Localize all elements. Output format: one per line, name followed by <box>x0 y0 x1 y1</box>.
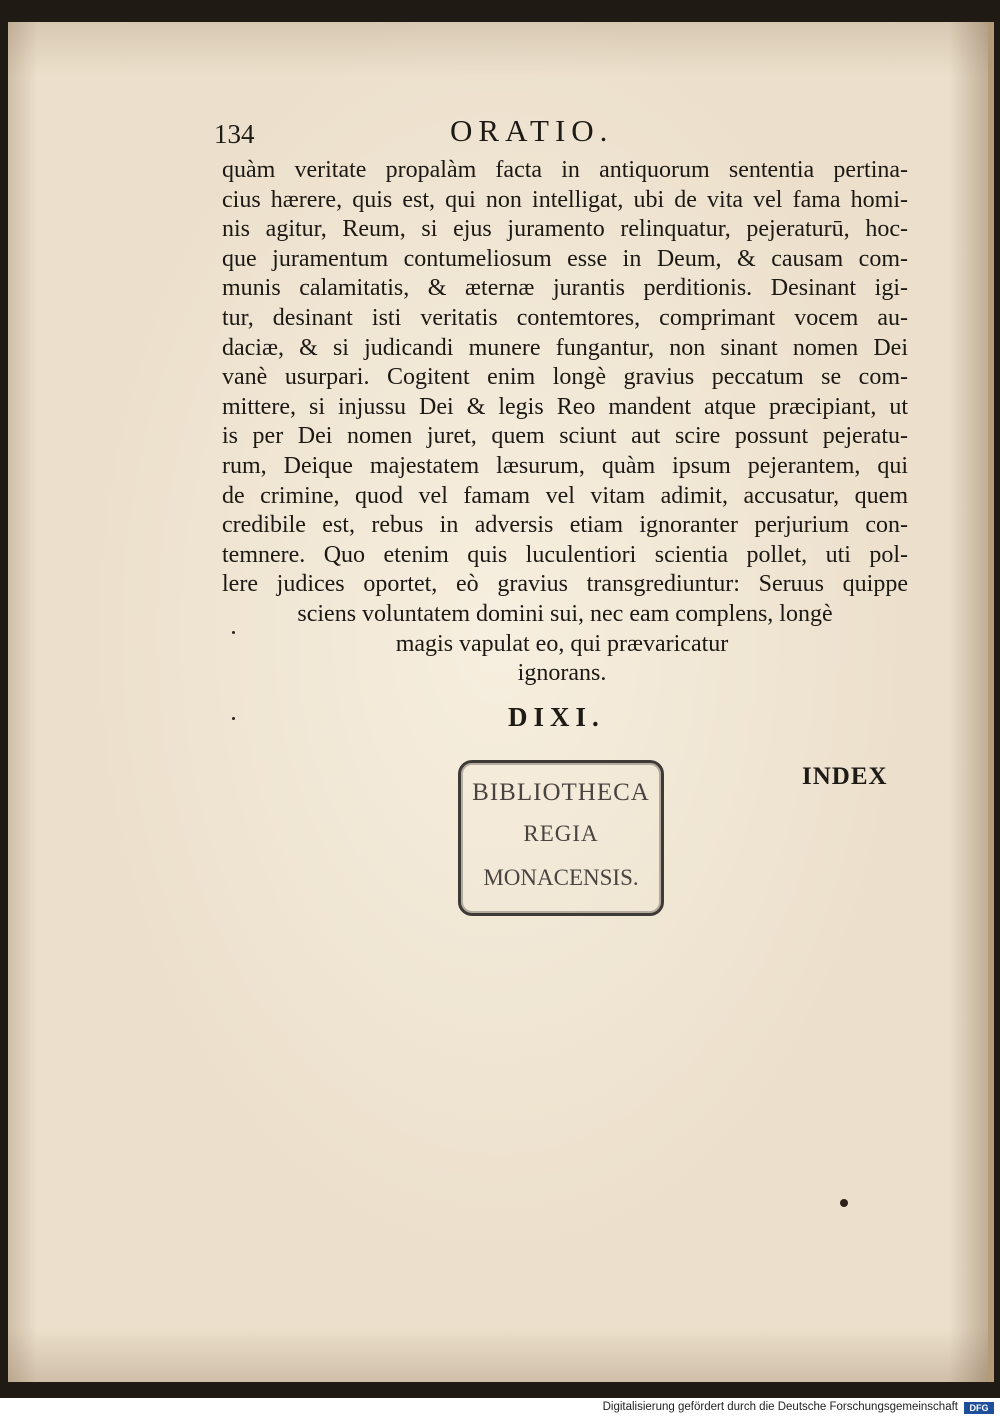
stamp-line: BIBLIOTHECA <box>472 779 650 806</box>
ink-speck <box>232 631 235 634</box>
footer-credit: Digitalisierung gefördert durch die Deutsche Forschungsgemeinschaft <box>602 1401 958 1413</box>
text-line: is per Dei nomen juret, quem sciunt aut scire possunt pejeratu- <box>222 423 908 450</box>
closing-word: DIXI. <box>508 702 605 732</box>
body-text <box>222 156 908 689</box>
text-line: cius hærere, quis est, qui non intelligat, ubi de vita vel fama homi- <box>222 186 908 213</box>
text-line: temnere. Quo etenim quis luculentiori scientia pollet, uti pol- <box>222 541 908 568</box>
catchword: INDEX <box>802 763 888 790</box>
text-line: vanè usurpari. Cogitent enim longè gravius peccatum se com- <box>222 364 908 391</box>
text-line: de crimine, quod vel famam vel vitam adimit, accusatur, quem <box>222 482 908 509</box>
text-line: daciæ, & si judicandi munere fungantur, non sinant nomen Dei <box>222 334 908 361</box>
footer-bar <box>0 1398 1000 1419</box>
text-line: credibile est, rebus in adversis etiam ignoranter perjurium con- <box>222 512 908 539</box>
running-title: ORATIO. <box>450 113 614 148</box>
text-line: rum, Deique majestatem læsurum, quàm ipsum pejerantem, qui <box>222 452 908 479</box>
library-stamp <box>458 760 664 916</box>
text-line: quàm veritate propalàm facta in antiquorum sententia pertina- <box>222 157 908 183</box>
ink-speck <box>232 717 235 720</box>
page-number: 134 <box>214 119 255 149</box>
closing-line: sciens voluntatem domini sui, nec eam complens, longè <box>297 600 833 627</box>
text-line: tur, desinant isti veritatis contemtores, comprimant vocem au- <box>222 304 908 331</box>
dfg-logo-icon: DFG <box>964 1402 994 1414</box>
text-line: munis calamitatis, & æternæ jurantis perditionis. Desinant igi- <box>222 275 908 302</box>
closing-line: ignorans. <box>517 660 607 687</box>
stamp-line: MONACENSIS. <box>483 865 639 890</box>
text-line: nis agitur, Reum, si ejus juramento relinquatur, pejeraturū, hoc- <box>222 216 908 243</box>
text-line: que juramentum contumeliosum esse in Deum, & causam com- <box>222 245 908 272</box>
closing-line: magis vapulat eo, qui prævaricatur <box>395 630 729 657</box>
ink-speck <box>840 1199 848 1207</box>
running-head <box>214 113 914 153</box>
text-line: mittere, si injussu Dei & legis Reo mandent atque præcipiant, ut <box>222 393 908 420</box>
text-line: lere judices oportet, eò gravius transgrediuntur: Seruus quippe <box>222 571 908 598</box>
stamp-line: REGIA <box>523 821 599 846</box>
